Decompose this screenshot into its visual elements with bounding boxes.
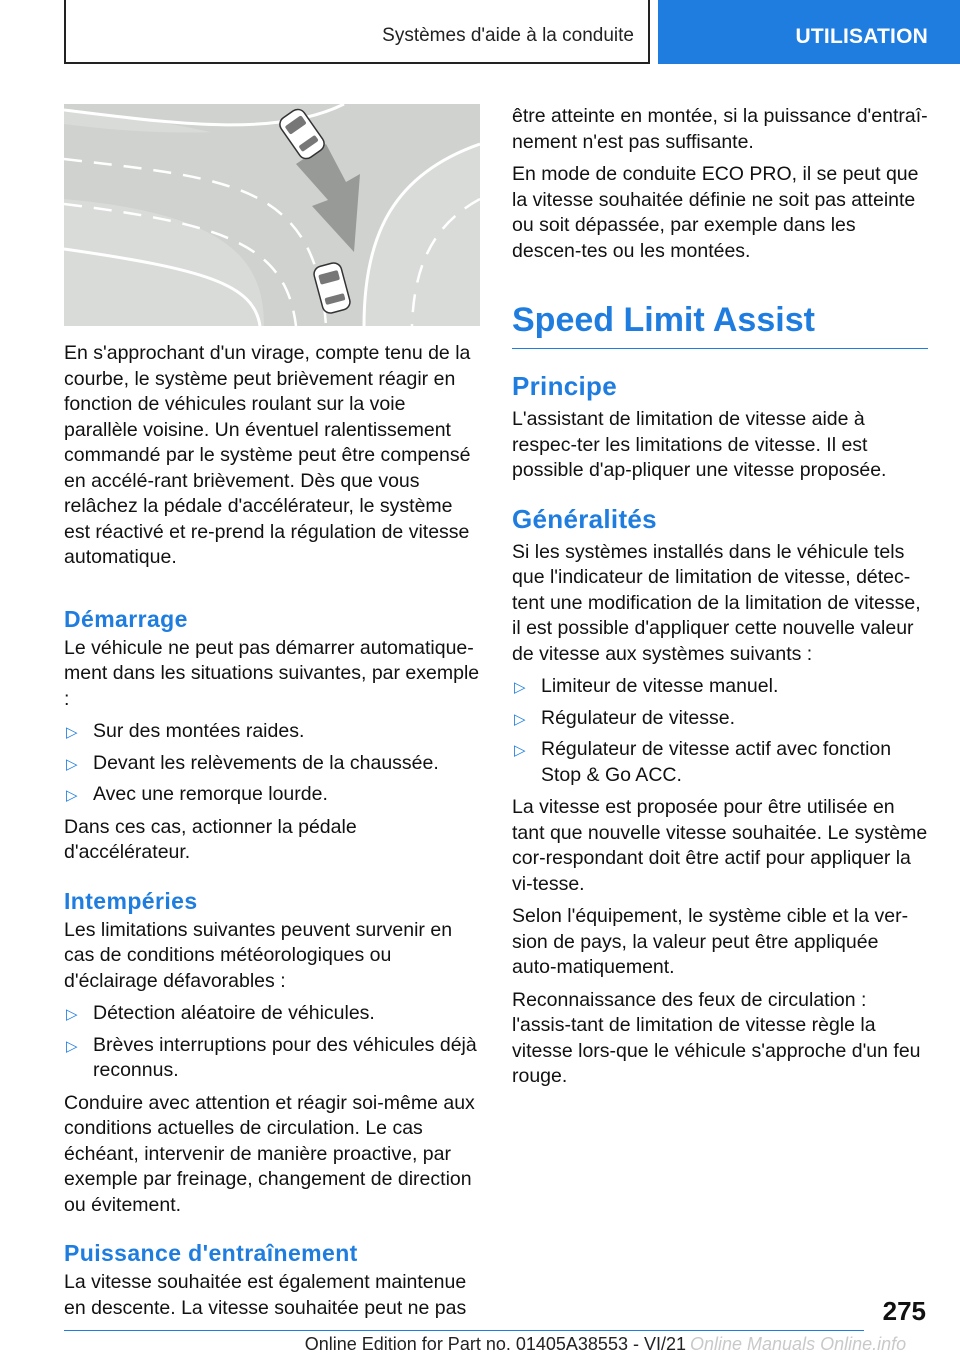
- list-item: ▷ Sur des montées raides.: [64, 719, 480, 745]
- generalites-p3: Reconnaissance des feux de circulation : l'assis-tant de limitation de vitesse règle la vitesse lors-que le véhicule s'approche d'un feu rouge.: [512, 988, 921, 1087]
- intemperies-text: Les limitations suivantes peuvent survenir en cas de conditions météorologiques ou d'éclairage défavorables :: [64, 918, 453, 992]
- heading-demarrage: Démarrage: [64, 605, 188, 632]
- generalites-list: [512, 674, 928, 788]
- watermark: Online Manuals Online.info: [690, 1334, 907, 1354]
- heading-intemperies: Intempéries: [64, 887, 198, 914]
- generalites-p1: La vitesse est proposée pour être utilisée en tant que nouvelle vitesse souhaitée. Le système cor-respondant doit être actif pour appliquer la vi-tesse.: [512, 796, 928, 895]
- generalites-p2: Selon l'équipement, le système cible et la ver-sion de pays, la valeur peut être appliquée auto-matiquement.: [512, 905, 909, 978]
- intro-paragraph: En s'approchant d'un virage, compte tenu de la courbe, le système peut brièvement réagir en fonction de véhicules roulant sur la voie parallèle voisine. Un éventuel ralentissement commandé par le système peut être compensé en accélé-rant brièvement. Dès que vous relâchez la pédale d'accélérateur, le système est réactivé et re-prend la régulation de vitesse automatique.: [64, 342, 471, 568]
- curve-illustration: [64, 104, 480, 326]
- bullet-icon: ▷: [514, 742, 526, 759]
- footer-edition: Online Edition for Part no. 01405A38553 - VI/21: [304, 1334, 686, 1354]
- list-item: ▷ Avec une remorque lourde.: [64, 782, 480, 808]
- bullet-icon: ▷: [66, 724, 78, 741]
- section-title-speed-limit-assist: Speed Limit Assist: [512, 298, 928, 349]
- chapter-title-text: UTILISATION: [795, 25, 928, 48]
- right-text-flow: [512, 104, 928, 1097]
- page-number: 275: [882, 1296, 926, 1326]
- principe-text: L'assistant de limitation de vitesse aide à respec-ter les limitations de vitesse. Il est possible d'ap-pliquer une vitesse proposée.: [512, 408, 887, 481]
- intemperies-list: [64, 1001, 480, 1084]
- heading-puissance: Puissance d'entraînement: [64, 1240, 358, 1266]
- demarrage-list: [64, 719, 480, 808]
- heading-principe: Principe: [512, 371, 617, 401]
- bullet-icon: ▷: [66, 787, 78, 804]
- demarrage-text: Le véhicule ne peut pas démarrer automatique-ment dans les situations suivantes, par exemple :: [64, 636, 480, 710]
- list-item: ▷ Détection aléatoire de véhicules.: [64, 1001, 480, 1027]
- heading-generalites: Généralités: [512, 503, 657, 534]
- puissance-text: La vitesse souhaitée est également maintenue en descente. La vitesse souhaitée peut ne pas: [64, 1271, 467, 1319]
- bullet-icon: ▷: [66, 1037, 78, 1055]
- footer-divider: [64, 1330, 864, 1331]
- list-item: ▷ Régulateur de vitesse actif avec fonction Stop & Go ACC.: [514, 738, 892, 786]
- bullet-icon: ▷: [66, 1006, 78, 1023]
- header-section-title: [64, 0, 650, 64]
- bullet-icon: ▷: [66, 755, 78, 773]
- bullet-icon: ▷: [514, 710, 526, 728]
- generalites-text: Si les systèmes installés dans le véhicule tels que l'indicateur de limitation de vitesse, détec-tent une modification de la limitation de vitesse, il est possible d'appliquer cette nouvelle valeur de vitesse aux systèmes suivants :: [512, 540, 921, 665]
- continued-paragraph: être atteinte en montée, si la puissance d'entraî-nement n'est pas suffisante.: [512, 105, 928, 153]
- eco-pro-paragraph: En mode de conduite ECO PRO, il se peut que la vitesse souhaitée définie ne soit pas atteinte ou soit dépassée, par exemple dans les descen-tes ou les montées.: [512, 163, 919, 262]
- header-chapter-tab[interactable]: [658, 0, 960, 64]
- demarrage-after: Dans ces cas, actionner la pédale d'accélérateur.: [64, 815, 357, 863]
- left-text-flow: [64, 341, 480, 1328]
- list-item: ▷ Brèves interruptions pour des véhicules déjà reconnus.: [66, 1033, 477, 1081]
- list-item: ▷ Régulateur de vitesse.: [512, 706, 928, 732]
- bullet-icon: ▷: [514, 679, 526, 696]
- list-item: ▷ Devant les relèvements de la chaussée.: [64, 751, 480, 777]
- intemperies-after: Conduire avec attention et réagir soi-même aux conditions actuelles de circulation. Le cas échéant, intervenir de manière proactive, par exemple par freinage, changement de direction ou évitement.: [64, 1091, 475, 1216]
- list-item: ▷ Limiteur de vitesse manuel.: [512, 674, 928, 700]
- section-title-text: Systèmes d'aide à la conduite: [382, 25, 634, 46]
